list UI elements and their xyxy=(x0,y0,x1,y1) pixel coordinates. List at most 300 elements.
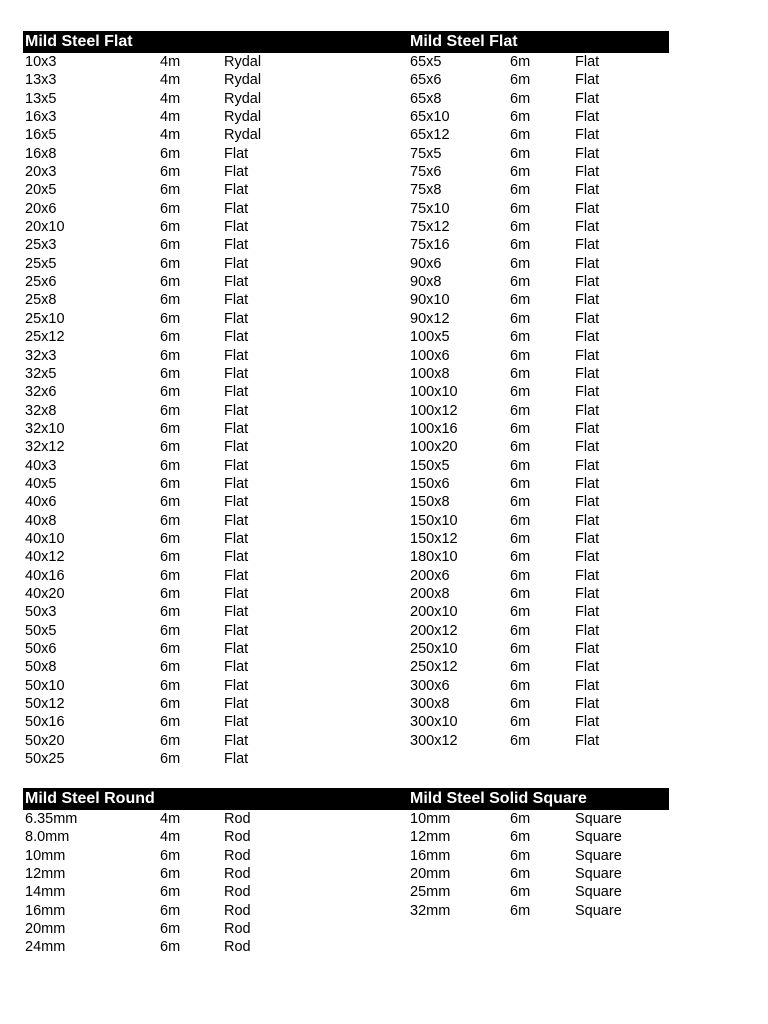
size-cell: 90x6 xyxy=(410,255,442,272)
list-item xyxy=(23,677,410,695)
size-cell: 50x12 xyxy=(25,696,65,713)
size-cell: 16x5 xyxy=(25,127,57,144)
size-cell: 50x6 xyxy=(25,641,57,657)
type-cell: Flat xyxy=(575,641,600,657)
list-item xyxy=(23,750,410,768)
list-item xyxy=(408,622,669,640)
list-item xyxy=(408,328,669,346)
list-item xyxy=(408,402,669,420)
length-cell: 4m xyxy=(160,54,181,70)
size-cell: 300x8 xyxy=(410,696,450,713)
list-item xyxy=(408,548,669,566)
size-cell: 40x5 xyxy=(25,475,57,492)
type-cell: Square xyxy=(575,847,622,864)
type-cell: Rydal xyxy=(224,72,262,89)
product-list xyxy=(23,53,410,768)
list-item xyxy=(23,567,410,585)
list-item xyxy=(408,291,669,309)
size-cell: 50x25 xyxy=(25,751,65,768)
length-cell: 6m xyxy=(160,365,181,382)
length-cell: 6m xyxy=(160,475,181,492)
type-cell: Flat xyxy=(224,732,249,749)
size-cell: 75x6 xyxy=(410,164,442,181)
list-item xyxy=(408,695,669,713)
length-cell: 6m xyxy=(510,310,531,327)
size-cell: 300x10 xyxy=(410,714,458,731)
list-item xyxy=(408,902,669,920)
list-item xyxy=(408,713,669,731)
type-cell: Flat xyxy=(224,677,249,694)
length-cell: 6m xyxy=(160,604,181,621)
type-cell: Flat xyxy=(575,384,600,401)
length-cell: 6m xyxy=(160,329,181,346)
type-cell: Flat xyxy=(224,402,249,419)
size-cell: 150x6 xyxy=(410,475,450,492)
type-cell: Flat xyxy=(224,585,249,602)
type-cell: Flat xyxy=(224,274,249,291)
type-cell: Flat xyxy=(224,292,249,309)
length-cell: 6m xyxy=(510,622,531,639)
type-cell: Flat xyxy=(575,732,600,749)
size-cell: 150x5 xyxy=(410,457,450,474)
length-cell: 6m xyxy=(160,384,181,401)
type-cell: Flat xyxy=(224,494,249,511)
list-item xyxy=(408,145,669,163)
type-cell: Flat xyxy=(575,420,600,437)
type-cell: Flat xyxy=(224,641,249,657)
type-cell: Flat xyxy=(575,365,600,382)
type-cell: Flat xyxy=(575,567,600,584)
size-cell: 25x10 xyxy=(25,310,65,327)
type-cell: Flat xyxy=(575,292,600,309)
list-item xyxy=(408,236,669,254)
size-cell: 16mm xyxy=(25,902,66,919)
type-cell: Flat xyxy=(575,255,600,272)
list-item xyxy=(23,512,410,530)
list-item xyxy=(408,585,669,603)
type-cell: Flat xyxy=(224,475,249,492)
section-mild-steel-round xyxy=(23,788,410,957)
type-cell: Flat xyxy=(224,310,249,327)
list-item xyxy=(23,236,410,254)
length-cell: 6m xyxy=(160,420,181,437)
list-item xyxy=(23,255,410,273)
type-cell: Square xyxy=(575,811,622,827)
type-cell: Flat xyxy=(224,530,249,547)
type-cell: Flat xyxy=(224,384,249,401)
size-cell: 90x8 xyxy=(410,274,442,291)
length-cell: 6m xyxy=(510,127,531,144)
type-cell: Flat xyxy=(224,714,249,731)
length-cell: 6m xyxy=(160,939,181,956)
type-cell: Flat xyxy=(224,622,249,639)
size-cell: 25mm xyxy=(410,884,451,901)
type-cell: Square xyxy=(575,866,622,883)
list-item xyxy=(23,883,410,901)
size-cell: 200x8 xyxy=(410,585,450,602)
length-cell: 6m xyxy=(160,255,181,272)
list-item xyxy=(23,181,410,199)
list-item xyxy=(408,828,669,846)
size-cell: 100x20 xyxy=(410,439,458,456)
type-cell: Flat xyxy=(575,164,600,181)
length-cell: 6m xyxy=(510,641,531,657)
list-item xyxy=(23,658,410,676)
length-cell: 6m xyxy=(510,696,531,713)
size-cell: 20x3 xyxy=(25,164,57,181)
type-cell: Flat xyxy=(224,439,249,456)
length-cell: 6m xyxy=(510,384,531,401)
list-item xyxy=(408,438,669,456)
list-item xyxy=(408,347,669,365)
list-item xyxy=(23,90,410,108)
type-cell: Flat xyxy=(575,457,600,474)
size-cell: 32x6 xyxy=(25,384,57,401)
type-cell: Flat xyxy=(575,696,600,713)
size-cell: 24mm xyxy=(25,939,66,956)
size-cell: 32x12 xyxy=(25,439,65,456)
type-cell: Flat xyxy=(575,54,600,70)
length-cell: 6m xyxy=(510,420,531,437)
type-cell: Flat xyxy=(575,182,600,199)
length-cell: 6m xyxy=(160,847,181,864)
type-cell: Rod xyxy=(224,939,251,956)
length-cell: 6m xyxy=(160,200,181,217)
size-cell: 65x8 xyxy=(410,90,442,107)
type-cell: Flat xyxy=(575,109,600,126)
type-cell: Flat xyxy=(224,237,249,254)
length-cell: 6m xyxy=(160,714,181,731)
length-cell: 4m xyxy=(160,90,181,107)
list-item xyxy=(408,475,669,493)
section-mild-steel-flat-left xyxy=(23,31,410,768)
section-title: Mild Steel Solid Square xyxy=(408,788,669,810)
length-cell: 6m xyxy=(510,274,531,291)
length-cell: 6m xyxy=(160,921,181,938)
size-cell: 20x5 xyxy=(25,182,57,199)
list-item xyxy=(23,603,410,621)
list-item xyxy=(23,126,410,144)
list-item xyxy=(23,145,410,163)
list-item xyxy=(23,108,410,126)
size-cell: 25x12 xyxy=(25,329,65,346)
list-item xyxy=(23,713,410,731)
list-item xyxy=(23,847,410,865)
list-item xyxy=(23,475,410,493)
list-item xyxy=(23,383,410,401)
type-cell: Flat xyxy=(224,567,249,584)
type-cell: Flat xyxy=(224,200,249,217)
size-cell: 150x10 xyxy=(410,512,458,529)
size-cell: 50x10 xyxy=(25,677,65,694)
length-cell: 6m xyxy=(510,494,531,511)
list-item xyxy=(23,865,410,883)
type-cell: Flat xyxy=(575,127,600,144)
type-cell: Flat xyxy=(224,512,249,529)
size-cell: 25x6 xyxy=(25,274,57,291)
length-cell: 6m xyxy=(160,902,181,919)
list-item xyxy=(23,420,410,438)
type-cell: Rod xyxy=(224,902,251,919)
size-cell: 200x10 xyxy=(410,604,458,621)
list-item xyxy=(408,457,669,475)
length-cell: 6m xyxy=(510,512,531,529)
size-cell: 300x6 xyxy=(410,677,450,694)
type-cell: Flat xyxy=(575,659,600,676)
type-cell: Flat xyxy=(575,329,600,346)
size-cell: 10mm xyxy=(25,847,66,864)
length-cell: 6m xyxy=(510,811,531,827)
product-list xyxy=(408,810,669,920)
list-item xyxy=(408,71,669,89)
length-cell: 6m xyxy=(510,604,531,621)
length-cell: 6m xyxy=(160,145,181,162)
length-cell: 6m xyxy=(510,732,531,749)
length-cell: 6m xyxy=(160,585,181,602)
length-cell: 6m xyxy=(510,200,531,217)
size-cell: 90x10 xyxy=(410,292,450,309)
size-cell: 50x5 xyxy=(25,622,57,639)
size-cell: 20x10 xyxy=(25,219,65,236)
size-cell: 65x5 xyxy=(410,54,442,70)
length-cell: 6m xyxy=(510,109,531,126)
type-cell: Rod xyxy=(224,811,251,827)
size-cell: 180x10 xyxy=(410,549,458,566)
type-cell: Flat xyxy=(224,329,249,346)
list-item xyxy=(23,310,410,328)
size-cell: 40x6 xyxy=(25,494,57,511)
type-cell: Flat xyxy=(575,585,600,602)
list-item xyxy=(23,810,410,828)
list-item xyxy=(23,585,410,603)
length-cell: 6m xyxy=(160,751,181,768)
type-cell: Flat xyxy=(575,90,600,107)
type-cell: Flat xyxy=(224,659,249,676)
size-cell: 16x8 xyxy=(25,145,57,162)
size-cell: 40x16 xyxy=(25,567,65,584)
type-cell: Rod xyxy=(224,847,251,864)
type-cell: Flat xyxy=(224,457,249,474)
type-cell: Flat xyxy=(575,494,600,511)
type-cell: Flat xyxy=(575,604,600,621)
length-cell: 6m xyxy=(510,255,531,272)
length-cell: 4m xyxy=(160,72,181,89)
length-cell: 6m xyxy=(510,884,531,901)
type-cell: Flat xyxy=(575,200,600,217)
size-cell: 75x10 xyxy=(410,200,450,217)
list-item xyxy=(23,828,410,846)
size-cell: 10mm xyxy=(410,811,451,827)
section-mild-steel-flat-right xyxy=(408,31,669,750)
size-cell: 250x10 xyxy=(410,641,458,657)
list-item xyxy=(408,383,669,401)
type-cell: Square xyxy=(575,902,622,919)
size-cell: 150x8 xyxy=(410,494,450,511)
length-cell: 6m xyxy=(160,182,181,199)
list-item xyxy=(23,402,410,420)
size-cell: 65x10 xyxy=(410,109,450,126)
type-cell: Flat xyxy=(575,512,600,529)
size-cell: 65x6 xyxy=(410,72,442,89)
type-cell: Flat xyxy=(575,402,600,419)
length-cell: 6m xyxy=(160,219,181,236)
length-cell: 6m xyxy=(510,365,531,382)
length-cell: 6m xyxy=(160,549,181,566)
list-item xyxy=(23,438,410,456)
length-cell: 6m xyxy=(160,677,181,694)
list-item xyxy=(23,200,410,218)
size-cell: 40x20 xyxy=(25,585,65,602)
type-cell: Flat xyxy=(575,145,600,162)
section-title: Mild Steel Flat xyxy=(23,31,410,53)
size-cell: 12mm xyxy=(25,866,66,883)
size-cell: 50x8 xyxy=(25,659,57,676)
list-item xyxy=(23,273,410,291)
type-cell: Flat xyxy=(224,751,249,768)
type-cell: Flat xyxy=(224,696,249,713)
type-cell: Rydal xyxy=(224,90,262,107)
section-title: Mild Steel Round xyxy=(23,788,410,810)
type-cell: Flat xyxy=(575,72,600,89)
length-cell: 4m xyxy=(160,127,181,144)
size-cell: 32x8 xyxy=(25,402,57,419)
type-cell: Square xyxy=(575,829,622,846)
size-cell: 250x12 xyxy=(410,659,458,676)
list-item xyxy=(408,273,669,291)
type-cell: Flat xyxy=(224,347,249,364)
size-cell: 20x6 xyxy=(25,200,57,217)
type-cell: Square xyxy=(575,884,622,901)
list-item xyxy=(23,365,410,383)
size-cell: 13x3 xyxy=(25,72,57,89)
length-cell: 6m xyxy=(160,530,181,547)
size-cell: 50x3 xyxy=(25,604,57,621)
length-cell: 6m xyxy=(160,512,181,529)
size-cell: 6.35mm xyxy=(25,811,78,827)
length-cell: 6m xyxy=(160,659,181,676)
size-cell: 12mm xyxy=(410,829,451,846)
type-cell: Rod xyxy=(224,884,251,901)
list-item xyxy=(23,71,410,89)
size-cell: 100x16 xyxy=(410,420,458,437)
list-item xyxy=(408,181,669,199)
length-cell: 6m xyxy=(160,402,181,419)
length-cell: 6m xyxy=(510,530,531,547)
list-item xyxy=(408,493,669,511)
list-item xyxy=(23,548,410,566)
type-cell: Rod xyxy=(224,829,251,846)
list-item xyxy=(23,163,410,181)
length-cell: 6m xyxy=(510,902,531,919)
length-cell: 6m xyxy=(510,292,531,309)
list-item xyxy=(408,126,669,144)
size-cell: 32x3 xyxy=(25,347,57,364)
size-cell: 13x5 xyxy=(25,90,57,107)
length-cell: 6m xyxy=(510,347,531,364)
size-cell: 90x12 xyxy=(410,310,450,327)
type-cell: Flat xyxy=(575,237,600,254)
length-cell: 4m xyxy=(160,811,181,827)
list-item xyxy=(23,328,410,346)
list-item xyxy=(408,420,669,438)
size-cell: 10x3 xyxy=(25,54,57,70)
length-cell: 6m xyxy=(160,696,181,713)
list-item xyxy=(408,512,669,530)
size-cell: 65x12 xyxy=(410,127,450,144)
length-cell: 6m xyxy=(510,677,531,694)
size-cell: 8.0mm xyxy=(25,829,70,846)
size-cell: 100x6 xyxy=(410,347,450,364)
length-cell: 6m xyxy=(510,182,531,199)
list-item xyxy=(23,695,410,713)
size-cell: 75x12 xyxy=(410,219,450,236)
length-cell: 6m xyxy=(510,164,531,181)
list-item xyxy=(408,603,669,621)
length-cell: 6m xyxy=(510,475,531,492)
size-cell: 50x16 xyxy=(25,714,65,731)
list-item xyxy=(23,493,410,511)
type-cell: Flat xyxy=(575,219,600,236)
length-cell: 6m xyxy=(510,847,531,864)
length-cell: 6m xyxy=(510,457,531,474)
list-item xyxy=(408,310,669,328)
type-cell: Flat xyxy=(224,182,249,199)
list-item xyxy=(408,567,669,585)
length-cell: 6m xyxy=(510,439,531,456)
section-title: Mild Steel Flat xyxy=(408,31,669,53)
type-cell: Flat xyxy=(224,365,249,382)
size-cell: 32mm xyxy=(410,902,451,919)
type-cell: Flat xyxy=(224,255,249,272)
size-cell: 300x12 xyxy=(410,732,458,749)
list-item xyxy=(408,883,669,901)
type-cell: Flat xyxy=(575,274,600,291)
type-cell: Rod xyxy=(224,921,251,938)
product-list xyxy=(408,53,669,750)
list-item xyxy=(408,90,669,108)
list-item xyxy=(408,218,669,236)
length-cell: 6m xyxy=(510,219,531,236)
type-cell: Flat xyxy=(575,549,600,566)
list-item xyxy=(23,457,410,475)
length-cell: 6m xyxy=(510,829,531,846)
list-item xyxy=(23,640,410,658)
size-cell: 20mm xyxy=(410,866,451,883)
type-cell: Rod xyxy=(224,866,251,883)
list-item xyxy=(408,640,669,658)
size-cell: 20mm xyxy=(25,921,66,938)
size-cell: 32x10 xyxy=(25,420,65,437)
length-cell: 6m xyxy=(160,884,181,901)
type-cell: Flat xyxy=(224,164,249,181)
length-cell: 6m xyxy=(160,164,181,181)
list-item xyxy=(408,847,669,865)
size-cell: 150x12 xyxy=(410,530,458,547)
size-cell: 75x5 xyxy=(410,145,442,162)
list-item xyxy=(23,622,410,640)
size-cell: 16mm xyxy=(410,847,451,864)
size-cell: 200x12 xyxy=(410,622,458,639)
list-item xyxy=(408,658,669,676)
size-cell: 40x10 xyxy=(25,530,65,547)
size-cell: 32x5 xyxy=(25,365,57,382)
length-cell: 6m xyxy=(160,494,181,511)
list-item xyxy=(23,291,410,309)
length-cell: 6m xyxy=(510,567,531,584)
list-item xyxy=(23,920,410,938)
length-cell: 6m xyxy=(510,714,531,731)
type-cell: Flat xyxy=(224,219,249,236)
